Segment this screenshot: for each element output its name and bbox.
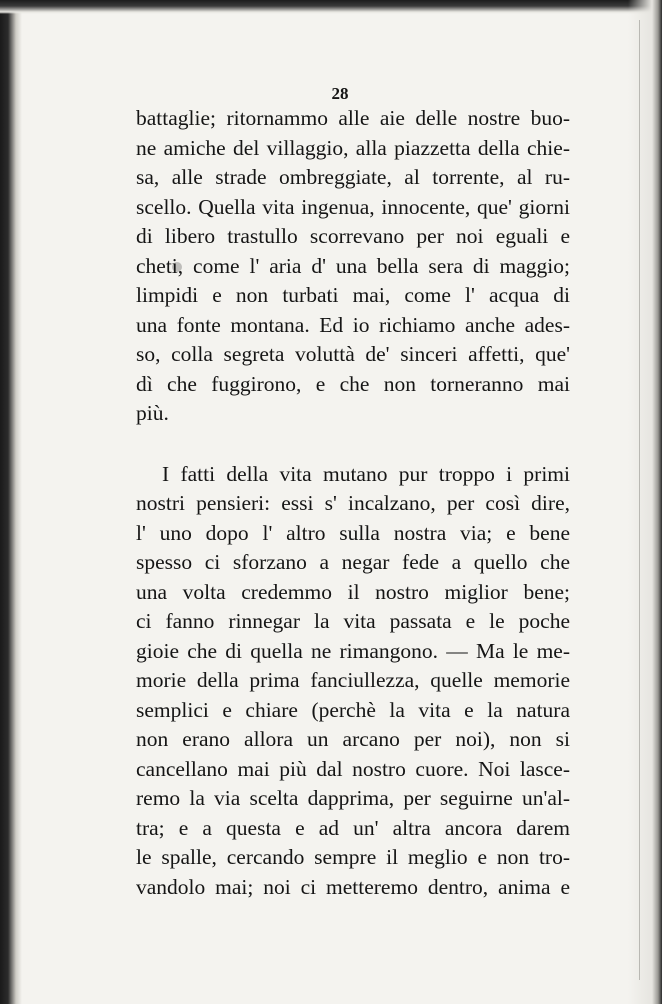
text-line: tra; e a questa e ad un' altra ancora darem <box>136 815 570 840</box>
text-line: gioie che di quella ne rimangono. — Ma le me- <box>136 638 570 663</box>
text-line: I fatti della vita mutano pur troppo i primi <box>162 461 570 486</box>
page-left-shadow <box>0 0 22 1004</box>
text-line: cheti, come l' aria d' una bella sera di maggio; <box>136 253 570 278</box>
text-line: nostri pensieri: essi s' incalzano, per così dire, <box>136 491 570 515</box>
text-line: non erano allora un arcano per noi), non si <box>136 727 570 751</box>
paragraph-1 <box>136 104 570 429</box>
paragraph-gap <box>136 429 570 460</box>
text-line: una fonte montana. Ed io richiamo anche ades- <box>136 312 570 337</box>
body-text <box>136 104 570 902</box>
text-line: ci fanno rinnegar la vita passata e le poche <box>136 609 570 633</box>
page-number: 28 <box>331 84 349 103</box>
text-line: remo la via scelta dapprima, per seguirne un'al- <box>136 786 570 810</box>
text-line: ne amiche del villaggio, alla piazzetta della chie- <box>136 135 570 160</box>
text-line: l' uno dopo l' altro sulla nostra via; e bene <box>136 520 570 545</box>
text-line: so, colla segreta voluttà de' sinceri affetti, que' <box>136 342 570 366</box>
text-line: una volta credemmo il nostro miglior bene; <box>136 579 570 604</box>
text-line: di libero trastullo scorrevano per noi eguali e <box>136 224 570 248</box>
text-line: semplici e chiare (perchè la vita e la natura <box>136 697 570 722</box>
page-edge-line <box>639 20 640 980</box>
text-line: morie della prima fanciullezza, quelle memorie <box>136 668 570 692</box>
text-line: vandolo mai; noi ci metteremo dentro, anima e <box>136 874 570 899</box>
text-line: scello. Quella vita ingenua, innocente, que' giorni <box>136 194 570 219</box>
text-line: dì che fuggirono, e che non torneranno mai <box>136 371 570 396</box>
text-line: sa, alle strade ombreggiate, al torrente, al ru- <box>136 165 570 189</box>
text-line: limpidi e non turbati mai, come l' acqua di <box>136 283 570 307</box>
text-line: battaglie; ritornammo alle aie delle nostre buo- <box>136 106 570 130</box>
text-line: spesso ci sforzano a negar fede a quello che <box>136 550 570 574</box>
text-line: cancellano mai più dal nostro cuore. Noi lasce- <box>136 756 570 781</box>
text-line: più. <box>136 401 169 425</box>
paragraph-2 <box>136 460 570 903</box>
page-right-edge <box>628 0 662 1004</box>
text-line: le spalle, cercando sempre il meglio e non tro- <box>136 845 570 869</box>
page-top-shadow <box>0 0 662 14</box>
